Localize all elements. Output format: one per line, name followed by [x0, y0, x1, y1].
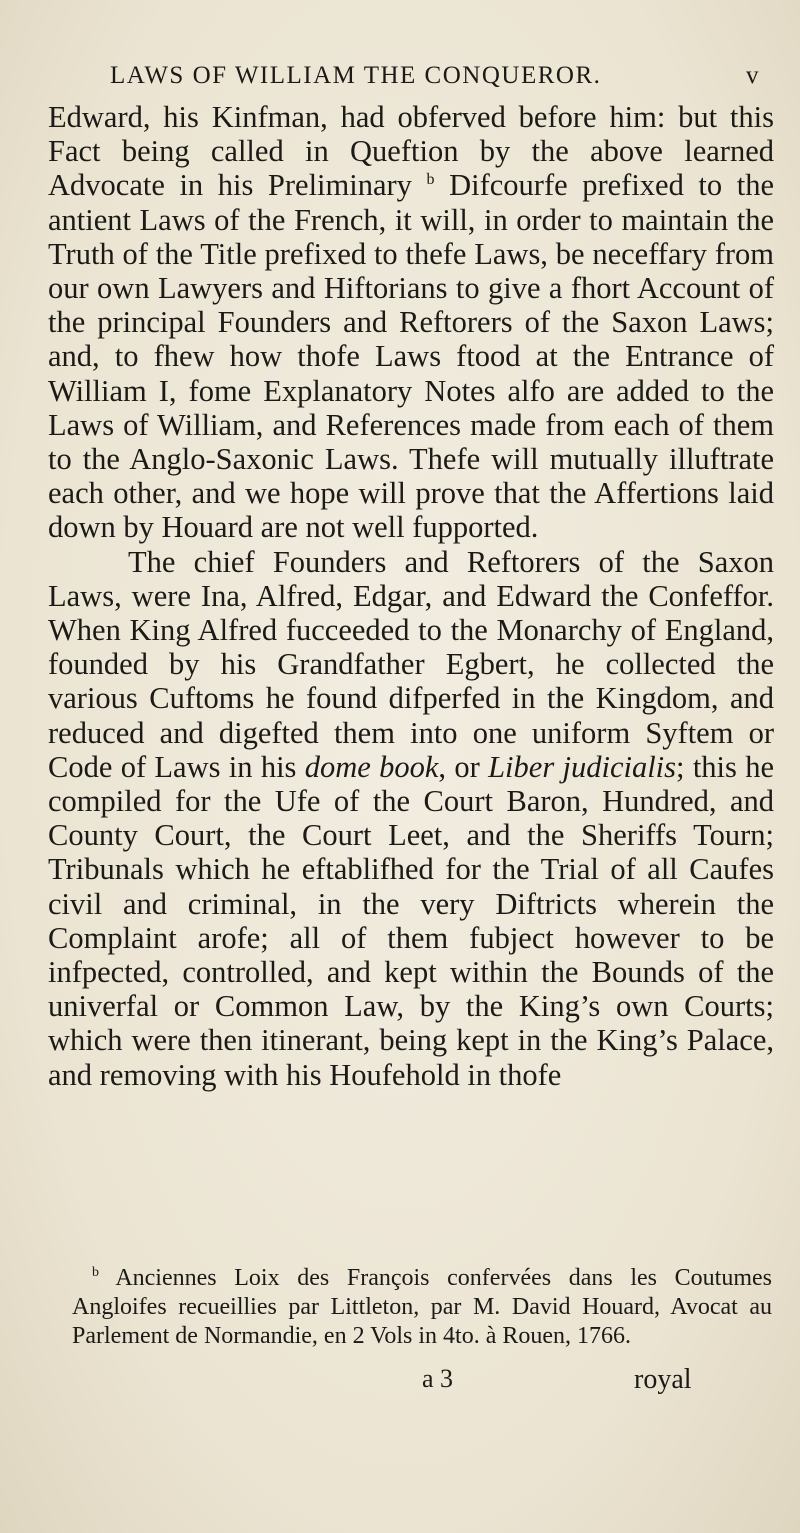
footnote: [72, 1264, 772, 1351]
paragraph-1-text-a: Edward, his Kinfman, had obferved before him: but this Fact being called in Queftion by the above learned Advocate in his Preliminary: [48, 100, 774, 203]
page-number: v: [746, 62, 760, 89]
paragraph-1-text-b: Difcourfe prefixed to the antient Laws of the French, it will, in order to maintain the Truth of the Title prefixed to thefe Laws, be neceffary from our own Lawyers and Hiftorians to give a fhort Account of the principal Founders and Reftorers of the Saxon Laws; and, to fhew how thofe Laws ftood at the Entrance of William I, fome Explanatory Notes alfo are added to the Laws of William, and References made from each of them to the Anglo-Saxonic Laws. Thefe will mutually illuftrate each other, and we hope will prove that the Affertions laid down by Houard are not well fupported.: [48, 168, 774, 545]
footnote-text: Anciennes Loix des François confervées dans les Coutumes Angloifes recueillies par Littleton, par M. David Houard, Avocat au Parlement de Normandie, en 2 Vols in 4to. à Rouen, 1766.: [72, 1265, 772, 1349]
signature-mark: a 3: [422, 1364, 454, 1393]
paragraph-2: [48, 545, 774, 1092]
running-header: [60, 62, 760, 102]
italic-dome-book: dome book: [304, 749, 439, 784]
paragraph-2-text-c: ; this he compiled for the Ufe of the Court Baron, Hundred, and County Court, the Court Leet, and the Sheriffs Tourn; Tribunals which he eftablifhed for the Trial of all Caufes civil and criminal, in the very Diftricts wherein the Complaint arofe; all of them fubject however to be infpected, controlled, and kept within the Bounds of the univerfal or Common Law, by the King’s own Courts; which were then itinerant, being kept in the King’s Palace, and removing with his Houfehold in thofe: [48, 749, 774, 1092]
italic-liber-judicialis: Liber judicialis: [488, 749, 677, 784]
running-title: LAWS OF WILLIAM THE CONQUEROR.: [110, 62, 602, 89]
paragraph-2-text-b: , or: [438, 749, 489, 784]
paragraph-1: [48, 100, 774, 545]
footnote-mark: b: [92, 1265, 99, 1280]
footnote-reference: b: [426, 171, 435, 189]
paragraph-2-text-a: The chief Founders and Reftorers of the Saxon Laws, were Ina, Alfred, Edgar, and Edward the Confeffor. When King Alfred fucceeded to the Monarchy of England, founded by his Grandfather Egbert, he collected the various Cuftoms he found difperfed in the Kingdom, and reduced and digefted them into one uniform Syftem or Code of Laws in his: [48, 544, 774, 784]
catchword: royal: [634, 1364, 692, 1395]
main-text: [48, 100, 774, 1092]
